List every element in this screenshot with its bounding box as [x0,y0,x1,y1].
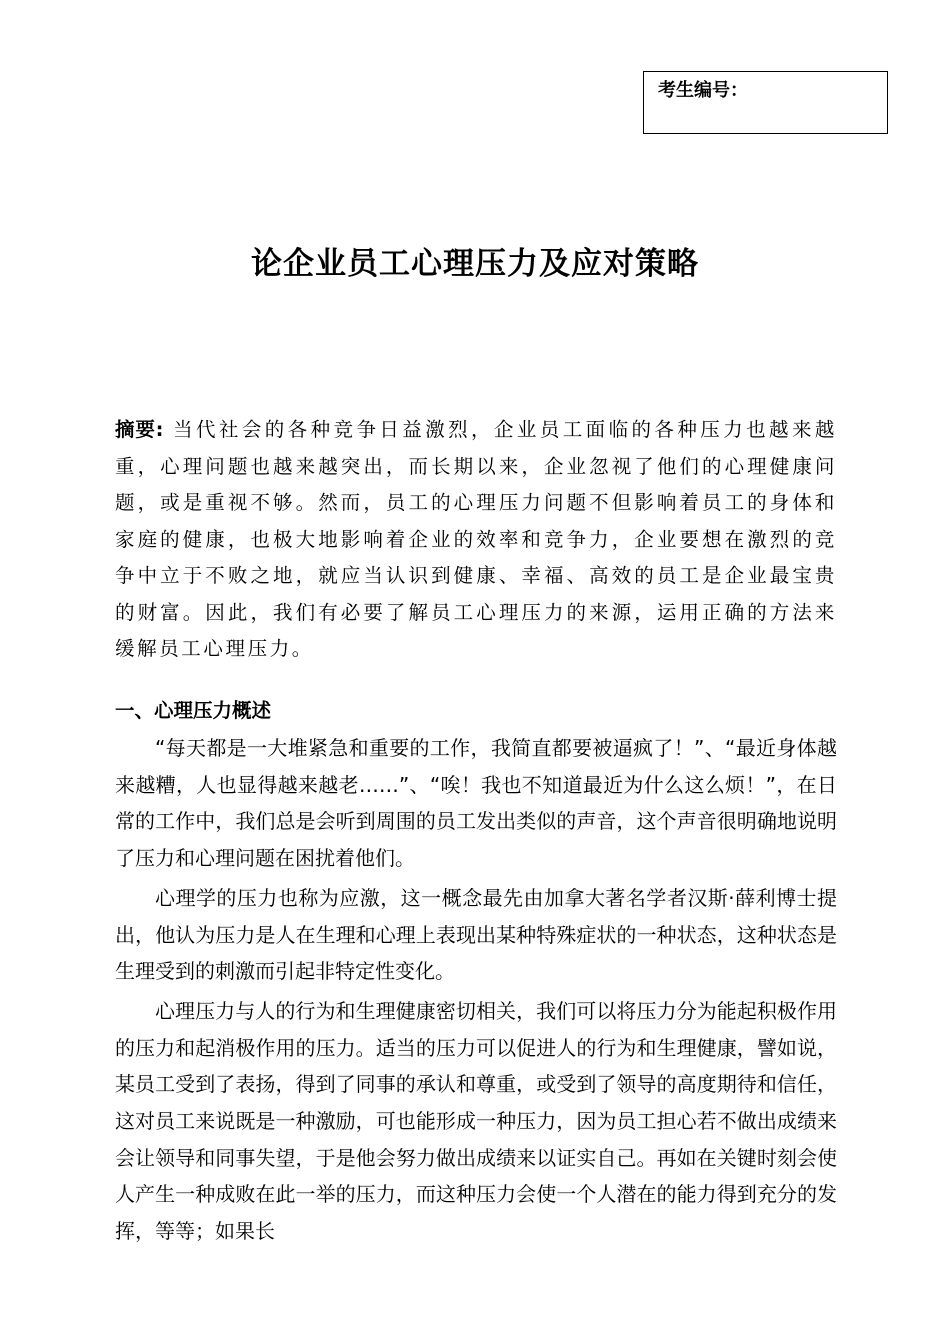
section-body-1 [115,730,837,1253]
page-title: 论企业员工心理压力及应对策略 [251,246,699,282]
abstract-label: 摘要: [115,418,164,441]
section-heading-1: 一、心理压力概述 [115,699,272,722]
abstract-text: 当代社会的各种竞争日益激烈，企业员工面临的各种压力也越来越重，心理问题也越来越突出，而长期以来，企业忽视了他们的心理健康问题，或是重视不够。然而，员工的心理压力问题不但影响着员工的身体和家庭的健康，也极大地影响着企业的效率和竞争力，企业要想在激烈的竞争中立于不败之地，就应当认识到健康、幸福、高效的员工是企业最宝贵的财富。因此，我们有必要了解员工心理压力的来源，运用正确的方法来缓解员工心理压力。 [115,418,837,660]
paragraph: “每天都是一大堆紧急和重要的工作，我简直都要被逼疯了！”、“最近身体越来越糟，人也显得越来越老……”、“唉！我也不知道最近为什么这么烦！”，在日常的工作中，我们总是会听到周围的员工发出类似的声音，这个声音很明确地说明了压力和心理问题在困扰着他们。 [115,736,837,871]
exam-number-box [643,71,888,134]
exam-number-label: 考生编号： [658,80,748,101]
paragraph: 心理学的压力也称为应激，这一概念最先由加拿大著名学者汉斯·薛利博士提出，他认为压力是人在生理和心理上表现出某种特殊症状的一种状态，这种状态是生理受到的刺激而引起非特定性变化。 [115,885,837,984]
paragraph: 心理压力与人的行为和生理健康密切相关，我们可以将压力分为能起积极作用的压力和起消极作用的压力。适当的压力可以促进人的行为和生理健康，譬如说，某员工受到了表扬，得到了同事的承认和尊重，或受到了领导的高度期待和信任，这对员工来说既是一种激励，可也能形成一种压力，因为员工担心若不做出成绩来会让领导和同事失望，于是他会努力做出成绩来以证实自己。再如在关键时刻会使人产生一种成败在此一举的压力，而这种压力会使一个人潜在的能力得到充分的发挥，等等；如果长 [115,998,837,1244]
abstract-block [115,412,837,668]
